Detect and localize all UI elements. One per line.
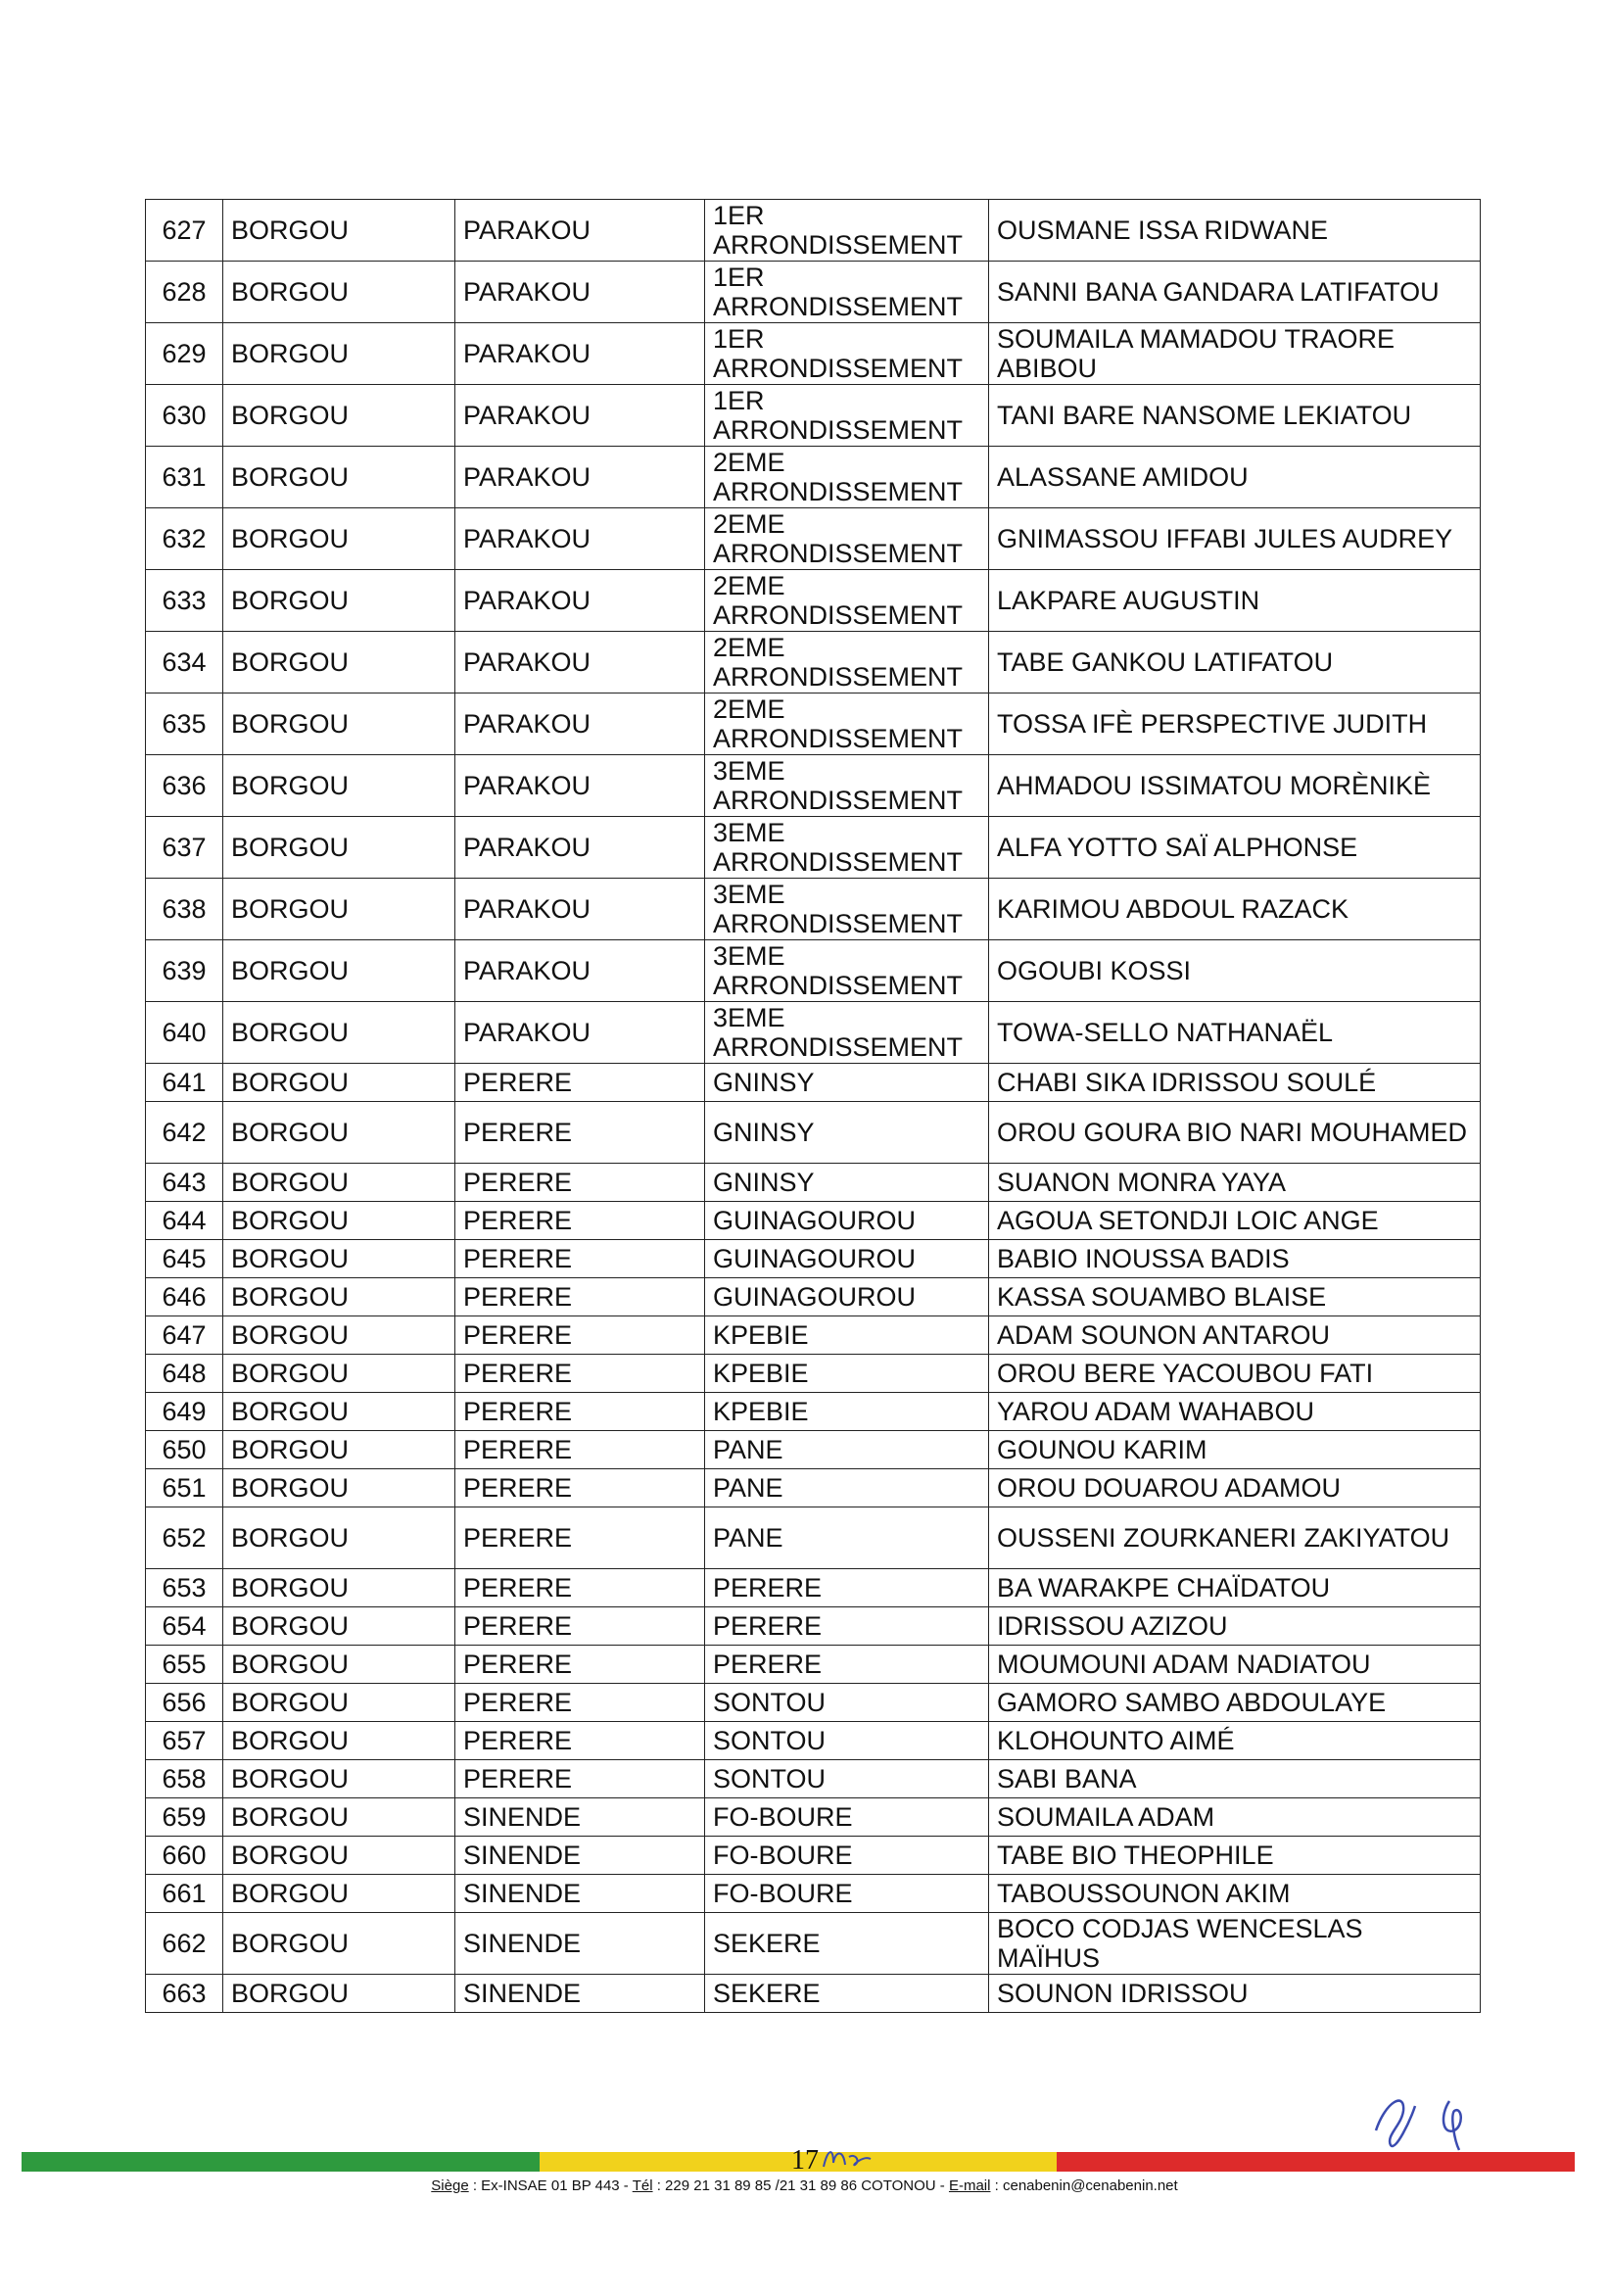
- row-number-cell: 637: [146, 817, 223, 879]
- row-number-cell: 632: [146, 508, 223, 570]
- arrondissement-line: SONTOU: [713, 1764, 827, 1794]
- commune-cell: PARAKOU: [455, 200, 705, 262]
- row-number-cell: 638: [146, 879, 223, 940]
- arrondissement-line: ARRONDISSEMENT: [713, 1032, 964, 1062]
- departement-cell: BORGOU: [223, 1102, 455, 1164]
- arrondissement-cell: [705, 632, 989, 694]
- arrondissement-cell: [705, 1240, 989, 1278]
- commune-cell: PARAKOU: [455, 817, 705, 879]
- table-row: [146, 1975, 1481, 2013]
- commune-cell: PARAKOU: [455, 508, 705, 570]
- name-cell: BA WARAKPE CHAÏDATOU: [989, 1569, 1481, 1607]
- arrondissement-cell: [705, 1393, 989, 1431]
- row-number-cell: 640: [146, 1002, 223, 1064]
- arrondissement-line: ARRONDISSEMENT: [713, 971, 964, 1000]
- arrondissement-cell: [705, 694, 989, 755]
- table-row: [146, 1684, 1481, 1722]
- commune-cell: PERERE: [455, 1202, 705, 1240]
- name-cell: SABI BANA: [989, 1760, 1481, 1798]
- name-cell: SUANON MONRA YAYA: [989, 1164, 1481, 1202]
- name-cell: SOUMAILA ADAM: [989, 1798, 1481, 1837]
- table-row: [146, 1760, 1481, 1798]
- commune-cell: PERERE: [455, 1164, 705, 1202]
- arrondissement-cell: [705, 940, 989, 1002]
- table-row: [146, 1837, 1481, 1875]
- departement-cell: BORGOU: [223, 1202, 455, 1240]
- departement-cell: BORGOU: [223, 1607, 455, 1646]
- row-number-cell: 634: [146, 632, 223, 694]
- table-row: [146, 1722, 1481, 1760]
- arrondissement-cell: [705, 817, 989, 879]
- departement-cell: BORGOU: [223, 1507, 455, 1569]
- row-number-cell: 642: [146, 1102, 223, 1164]
- footer-band-green: [22, 2152, 540, 2172]
- departement-cell: BORGOU: [223, 694, 455, 755]
- arrondissement-cell: [705, 1975, 989, 2013]
- name-cell: AGOUA SETONDJI LOIC ANGE: [989, 1202, 1481, 1240]
- arrondissement-line: FO-BOURE: [713, 1802, 853, 1832]
- arrondissement-line: 2EME: [713, 509, 785, 539]
- arrondissement-line: PERERE: [713, 1611, 823, 1641]
- table-row: [146, 1102, 1481, 1164]
- arrondissement-cell: [705, 200, 989, 262]
- arrondissement-line: ARRONDISSEMENT: [713, 600, 964, 630]
- arrondissement-line: 3EME: [713, 1003, 785, 1032]
- arrondissement-line: 2EME: [713, 633, 785, 662]
- name-cell: ADAM SOUNON ANTAROU: [989, 1316, 1481, 1355]
- row-number-cell: 655: [146, 1646, 223, 1684]
- row-number-cell: 658: [146, 1760, 223, 1798]
- name-cell: OUSSENI ZOURKANERI ZAKIYATOU: [989, 1507, 1481, 1569]
- roster-body: [146, 200, 1481, 2013]
- arrondissement-line: ARRONDISSEMENT: [713, 292, 964, 321]
- commune-cell: PARAKOU: [455, 262, 705, 323]
- arrondissement-cell: [705, 1064, 989, 1102]
- row-number-cell: 627: [146, 200, 223, 262]
- departement-cell: BORGOU: [223, 262, 455, 323]
- arrondissement-cell: [705, 1798, 989, 1837]
- arrondissement-line: KPEBIE: [713, 1320, 809, 1350]
- table-row: [146, 817, 1481, 879]
- table-row: [146, 1507, 1481, 1569]
- row-number-cell: 659: [146, 1798, 223, 1837]
- departement-cell: BORGOU: [223, 570, 455, 632]
- departement-cell: BORGOU: [223, 1240, 455, 1278]
- table-row: [146, 1355, 1481, 1393]
- table-row: [146, 1202, 1481, 1240]
- departement-cell: BORGOU: [223, 1760, 455, 1798]
- row-number-cell: 660: [146, 1837, 223, 1875]
- address-tel-text: : 229 21 31 89 85 /21 31 89 86 COTONOU -: [652, 2177, 949, 2194]
- arrondissement-line: ARRONDISSEMENT: [713, 786, 964, 815]
- commune-cell: PERERE: [455, 1722, 705, 1760]
- name-cell: IDRISSOU AZIZOU: [989, 1607, 1481, 1646]
- arrondissement-cell: [705, 755, 989, 817]
- arrondissement-line: 3EME: [713, 818, 785, 847]
- address-tel-label: Tél: [632, 2177, 653, 2194]
- arrondissement-cell: [705, 1316, 989, 1355]
- table-row: [146, 1064, 1481, 1102]
- departement-cell: BORGOU: [223, 1393, 455, 1431]
- arrondissement-line: SONTOU: [713, 1726, 827, 1755]
- row-number-cell: 662: [146, 1913, 223, 1975]
- name-cell: TABE GANKOU LATIFATOU: [989, 632, 1481, 694]
- arrondissement-line: FO-BOURE: [713, 1879, 853, 1908]
- departement-cell: BORGOU: [223, 940, 455, 1002]
- arrondissement-line: 1ER: [713, 386, 765, 415]
- name-cell: TABE BIO THEOPHILE: [989, 1837, 1481, 1875]
- table-row: [146, 1278, 1481, 1316]
- row-number-cell: 651: [146, 1469, 223, 1507]
- table-row: [146, 1607, 1481, 1646]
- row-number-cell: 656: [146, 1684, 223, 1722]
- arrondissement-line: KPEBIE: [713, 1397, 809, 1426]
- commune-cell: PERERE: [455, 1278, 705, 1316]
- row-number-cell: 633: [146, 570, 223, 632]
- name-cell: GAMORO SAMBO ABDOULAYE: [989, 1684, 1481, 1722]
- commune-cell: PARAKOU: [455, 755, 705, 817]
- arrondissement-cell: [705, 1913, 989, 1975]
- row-number-cell: 628: [146, 262, 223, 323]
- name-cell: KLOHOUNTO AIMÉ: [989, 1722, 1481, 1760]
- commune-cell: PARAKOU: [455, 1002, 705, 1064]
- name-cell: OROU BERE YACOUBOU FATI: [989, 1355, 1481, 1393]
- commune-cell: PARAKOU: [455, 940, 705, 1002]
- arrondissement-line: PANE: [713, 1523, 783, 1553]
- table-row: [146, 1240, 1481, 1278]
- commune-cell: PERERE: [455, 1355, 705, 1393]
- name-cell: SOUNON IDRISSOU: [989, 1975, 1481, 2013]
- table-row: [146, 755, 1481, 817]
- arrondissement-cell: [705, 570, 989, 632]
- initials-mark: [820, 2143, 878, 2171]
- table-row: [146, 1469, 1481, 1507]
- commune-cell: PARAKOU: [455, 879, 705, 940]
- commune-cell: SINENDE: [455, 1798, 705, 1837]
- table-row: [146, 1646, 1481, 1684]
- arrondissement-line: 1ER: [713, 201, 765, 230]
- address-siege-label: Siège: [431, 2177, 469, 2194]
- name-cell: KARIMOU ABDOUL RAZACK: [989, 879, 1481, 940]
- table-row: [146, 447, 1481, 508]
- arrondissement-line: PANE: [713, 1473, 783, 1503]
- commune-cell: SINENDE: [455, 1975, 705, 2013]
- arrondissement-line: 2EME: [713, 448, 785, 477]
- departement-cell: BORGOU: [223, 1431, 455, 1469]
- commune-cell: PARAKOU: [455, 694, 705, 755]
- commune-cell: PERERE: [455, 1569, 705, 1607]
- arrondissement-line: ARRONDISSEMENT: [713, 477, 964, 506]
- arrondissement-cell: [705, 1760, 989, 1798]
- departement-cell: BORGOU: [223, 1002, 455, 1064]
- arrondissement-cell: [705, 1202, 989, 1240]
- name-cell: OROU DOUAROU ADAMOU: [989, 1469, 1481, 1507]
- commune-cell: PARAKOU: [455, 385, 705, 447]
- table-row: [146, 200, 1481, 262]
- row-number-cell: 661: [146, 1875, 223, 1913]
- arrondissement-cell: [705, 1469, 989, 1507]
- departement-cell: BORGOU: [223, 1469, 455, 1507]
- table-row: [146, 385, 1481, 447]
- arrondissement-line: ARRONDISSEMENT: [713, 539, 964, 568]
- arrondissement-cell: [705, 1607, 989, 1646]
- departement-cell: BORGOU: [223, 1316, 455, 1355]
- arrondissement-cell: [705, 1164, 989, 1202]
- name-cell: YAROU ADAM WAHABOU: [989, 1393, 1481, 1431]
- arrondissement-line: KPEBIE: [713, 1359, 809, 1388]
- arrondissement-line: 2EME: [713, 694, 785, 724]
- table-row: [146, 694, 1481, 755]
- arrondissement-line: SONTOU: [713, 1688, 827, 1717]
- arrondissement-cell: [705, 879, 989, 940]
- row-number-cell: 663: [146, 1975, 223, 2013]
- roster-table: [145, 199, 1481, 2013]
- commune-cell: PARAKOU: [455, 570, 705, 632]
- departement-cell: BORGOU: [223, 1164, 455, 1202]
- commune-cell: PERERE: [455, 1102, 705, 1164]
- arrondissement-cell: [705, 1102, 989, 1164]
- arrondissement-cell: [705, 1875, 989, 1913]
- arrondissement-line: 3EME: [713, 756, 785, 786]
- arrondissement-line: 3EME: [713, 880, 785, 909]
- arrondissement-line: GNINSY: [713, 1068, 815, 1097]
- row-number-cell: 654: [146, 1607, 223, 1646]
- arrondissement-cell: [705, 1002, 989, 1064]
- arrondissement-line: PERERE: [713, 1573, 823, 1602]
- arrondissement-cell: [705, 1646, 989, 1684]
- table-row: [146, 940, 1481, 1002]
- table-row: [146, 1875, 1481, 1913]
- arrondissement-line: GUINAGOUROU: [713, 1244, 917, 1273]
- departement-cell: BORGOU: [223, 1684, 455, 1722]
- departement-cell: BORGOU: [223, 1569, 455, 1607]
- arrondissement-line: ARRONDISSEMENT: [713, 662, 964, 692]
- arrondissement-line: 1ER: [713, 324, 765, 354]
- table-row: [146, 262, 1481, 323]
- name-cell: MOUMOUNI ADAM NADIATOU: [989, 1646, 1481, 1684]
- arrondissement-cell: [705, 1431, 989, 1469]
- arrondissement-line: 2EME: [713, 571, 785, 600]
- arrondissement-cell: [705, 1355, 989, 1393]
- table-row: [146, 632, 1481, 694]
- arrondissement-line: PERERE: [713, 1650, 823, 1679]
- departement-cell: BORGOU: [223, 1875, 455, 1913]
- row-number-cell: 645: [146, 1240, 223, 1278]
- arrondissement-line: ARRONDISSEMENT: [713, 415, 964, 445]
- commune-cell: PARAKOU: [455, 447, 705, 508]
- commune-cell: PERERE: [455, 1316, 705, 1355]
- commune-cell: SINENDE: [455, 1875, 705, 1913]
- name-cell: ALFA YOTTO SAÏ ALPHONSE: [989, 817, 1481, 879]
- row-number-cell: 641: [146, 1064, 223, 1102]
- row-number-cell: 630: [146, 385, 223, 447]
- row-number-cell: 644: [146, 1202, 223, 1240]
- arrondissement-cell: [705, 1684, 989, 1722]
- table-row: [146, 570, 1481, 632]
- commune-cell: PERERE: [455, 1646, 705, 1684]
- departement-cell: BORGOU: [223, 1913, 455, 1975]
- arrondissement-cell: [705, 508, 989, 570]
- footer-band-red: [1057, 2152, 1575, 2172]
- row-number-cell: 643: [146, 1164, 223, 1202]
- commune-cell: SINENDE: [455, 1913, 705, 1975]
- arrondissement-line: ARRONDISSEMENT: [713, 230, 964, 260]
- commune-cell: SINENDE: [455, 1837, 705, 1875]
- row-number-cell: 650: [146, 1431, 223, 1469]
- arrondissement-line: GUINAGOUROU: [713, 1282, 917, 1312]
- arrondissement-cell: [705, 385, 989, 447]
- name-cell: SANNI BANA GANDARA LATIFATOU: [989, 262, 1481, 323]
- arrondissement-cell: [705, 1837, 989, 1875]
- name-cell: TOWA-SELLO NATHANAËL: [989, 1002, 1481, 1064]
- name-cell: OUSMANE ISSA RIDWANE: [989, 200, 1481, 262]
- arrondissement-cell: [705, 1507, 989, 1569]
- table-row: [146, 323, 1481, 385]
- address-email-text: : cenabenin@cenabenin.net: [990, 2177, 1178, 2194]
- table-row: [146, 1913, 1481, 1975]
- row-number-cell: 635: [146, 694, 223, 755]
- table-row: [146, 1431, 1481, 1469]
- name-cell: ALASSANE AMIDOU: [989, 447, 1481, 508]
- commune-cell: PERERE: [455, 1607, 705, 1646]
- arrondissement-line: SEKERE: [713, 1929, 821, 1958]
- table-row: [146, 1316, 1481, 1355]
- departement-cell: BORGOU: [223, 385, 455, 447]
- departement-cell: BORGOU: [223, 879, 455, 940]
- name-cell: GOUNOU KARIM: [989, 1431, 1481, 1469]
- departement-cell: BORGOU: [223, 447, 455, 508]
- page-number: 17: [791, 2145, 819, 2176]
- arrondissement-line: ARRONDISSEMENT: [713, 847, 964, 877]
- departement-cell: BORGOU: [223, 508, 455, 570]
- departement-cell: BORGOU: [223, 632, 455, 694]
- departement-cell: BORGOU: [223, 1798, 455, 1837]
- commune-cell: PARAKOU: [455, 323, 705, 385]
- table-row: [146, 1002, 1481, 1064]
- name-cell: TOSSA IFÈ PERSPECTIVE JUDITH: [989, 694, 1481, 755]
- row-number-cell: 639: [146, 940, 223, 1002]
- arrondissement-cell: [705, 323, 989, 385]
- arrondissement-cell: [705, 262, 989, 323]
- arrondissement-cell: [705, 1569, 989, 1607]
- departement-cell: BORGOU: [223, 1355, 455, 1393]
- arrondissement-line: FO-BOURE: [713, 1841, 853, 1870]
- departement-cell: BORGOU: [223, 755, 455, 817]
- arrondissement-line: PANE: [713, 1435, 783, 1464]
- commune-cell: PERERE: [455, 1431, 705, 1469]
- row-number-cell: 647: [146, 1316, 223, 1355]
- name-cell: OROU GOURA BIO NARI MOUHAMED: [989, 1102, 1481, 1164]
- arrondissement-line: GUINAGOUROU: [713, 1206, 917, 1235]
- departement-cell: BORGOU: [223, 1722, 455, 1760]
- name-cell: GNIMASSOU IFFABI JULES AUDREY: [989, 508, 1481, 570]
- commune-cell: PARAKOU: [455, 632, 705, 694]
- name-cell: TANI BARE NANSOME LEKIATOU: [989, 385, 1481, 447]
- commune-cell: PERERE: [455, 1507, 705, 1569]
- arrondissement-line: SEKERE: [713, 1979, 821, 2008]
- commune-cell: PERERE: [455, 1240, 705, 1278]
- arrondissement-line: GNINSY: [713, 1118, 815, 1147]
- row-number-cell: 652: [146, 1507, 223, 1569]
- arrondissement-cell: [705, 1278, 989, 1316]
- row-number-cell: 646: [146, 1278, 223, 1316]
- arrondissement-line: ARRONDISSEMENT: [713, 724, 964, 753]
- commune-cell: PERERE: [455, 1469, 705, 1507]
- arrondissement-line: ARRONDISSEMENT: [713, 909, 964, 938]
- signature-mark: [1356, 2081, 1493, 2155]
- arrondissement-line: GNINSY: [713, 1168, 815, 1197]
- name-cell: AHMADOU ISSIMATOU MORÈNIKÈ: [989, 755, 1481, 817]
- commune-cell: PERERE: [455, 1684, 705, 1722]
- commune-cell: PERERE: [455, 1064, 705, 1102]
- table-row: [146, 1393, 1481, 1431]
- table-row: [146, 1164, 1481, 1202]
- departement-cell: BORGOU: [223, 1646, 455, 1684]
- name-cell: BABIO INOUSSA BADIS: [989, 1240, 1481, 1278]
- table-row: [146, 1569, 1481, 1607]
- arrondissement-line: 1ER: [713, 263, 765, 292]
- row-number-cell: 629: [146, 323, 223, 385]
- address-siege-text: : Ex-INSAE 01 BP 443 -: [468, 2177, 633, 2194]
- departement-cell: BORGOU: [223, 1975, 455, 2013]
- departement-cell: BORGOU: [223, 200, 455, 262]
- name-cell: LAKPARE AUGUSTIN: [989, 570, 1481, 632]
- departement-cell: BORGOU: [223, 1837, 455, 1875]
- table-row: [146, 879, 1481, 940]
- departement-cell: BORGOU: [223, 817, 455, 879]
- row-number-cell: 631: [146, 447, 223, 508]
- departement-cell: BORGOU: [223, 323, 455, 385]
- table-row: [146, 508, 1481, 570]
- footer-address: [0, 2177, 1609, 2194]
- row-number-cell: 636: [146, 755, 223, 817]
- row-number-cell: 653: [146, 1569, 223, 1607]
- row-number-cell: 649: [146, 1393, 223, 1431]
- commune-cell: PERERE: [455, 1760, 705, 1798]
- name-cell: CHABI SIKA IDRISSOU SOULÉ: [989, 1064, 1481, 1102]
- name-cell: KASSA SOUAMBO BLAISE: [989, 1278, 1481, 1316]
- address-email-label: E-mail: [948, 2177, 991, 2194]
- arrondissement-cell: [705, 1722, 989, 1760]
- arrondissement-line: 3EME: [713, 941, 785, 971]
- arrondissement-line: ARRONDISSEMENT: [713, 354, 964, 383]
- name-cell: BOCO CODJAS WENCESLAS MAÏHUS: [989, 1913, 1481, 1975]
- arrondissement-cell: [705, 447, 989, 508]
- name-cell: SOUMAILA MAMADOU TRAORE ABIBOU: [989, 323, 1481, 385]
- departement-cell: BORGOU: [223, 1064, 455, 1102]
- commune-cell: PERERE: [455, 1393, 705, 1431]
- row-number-cell: 657: [146, 1722, 223, 1760]
- departement-cell: BORGOU: [223, 1278, 455, 1316]
- name-cell: TABOUSSOUNON AKIM: [989, 1875, 1481, 1913]
- row-number-cell: 648: [146, 1355, 223, 1393]
- table-row: [146, 1798, 1481, 1837]
- name-cell: OGOUBI KOSSI: [989, 940, 1481, 1002]
